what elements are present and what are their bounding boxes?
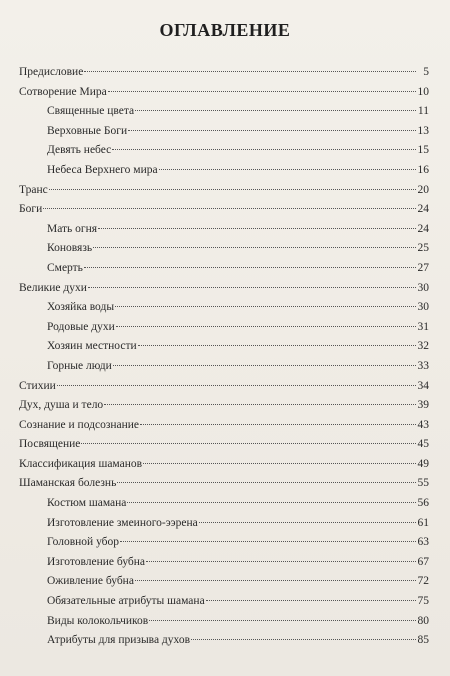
- dot-leader: [159, 169, 416, 170]
- dot-leader: [116, 326, 416, 327]
- toc-page-number: 5: [423, 66, 429, 78]
- toc-subentry: [19, 239, 429, 259]
- toc-entry-label: Сотворение Мира: [19, 85, 107, 98]
- toc-page-number: 11: [417, 105, 429, 118]
- toc-subentry: [19, 161, 429, 181]
- toc-subentry: [19, 298, 429, 318]
- dot-leader: [149, 620, 416, 621]
- toc-subentry: [19, 533, 429, 553]
- toc-page-number: 34: [417, 379, 429, 392]
- toc-page-number: 10: [417, 85, 429, 98]
- toc-page-number: 61: [417, 516, 429, 529]
- toc-subentry: [19, 141, 429, 161]
- toc-entry-label: Коновязь: [47, 242, 93, 255]
- toc-entry-label: Сознание и подсознание: [19, 418, 140, 431]
- dot-leader: [49, 189, 416, 190]
- toc-entry-label: Виды колокольчиков: [47, 614, 149, 627]
- toc-page-number: 30: [417, 301, 429, 314]
- toc-subentry: [19, 102, 429, 122]
- dot-leader: [138, 345, 416, 346]
- dot-leader: [115, 306, 416, 307]
- toc-page-number: 27: [417, 261, 429, 274]
- toc-page-number: 32: [417, 340, 429, 353]
- dot-leader: [135, 580, 416, 581]
- dot-leader: [117, 482, 416, 483]
- toc-subentry: [19, 220, 429, 240]
- dot-leader: [199, 522, 416, 523]
- toc-entry-label: Костюм шамана: [47, 497, 127, 510]
- toc-subentry: [19, 259, 429, 279]
- toc-entry: [19, 416, 429, 436]
- dot-leader: [84, 71, 416, 72]
- dot-leader: [57, 385, 416, 386]
- toc-entry-label: Головной убор: [47, 536, 120, 549]
- toc-subentry: [19, 122, 429, 142]
- toc-entry-label: Классификация шаманов: [19, 457, 143, 470]
- dot-leader: [128, 130, 416, 131]
- toc-entry: [19, 181, 429, 201]
- dot-leader: [108, 91, 416, 92]
- toc-entry-label: Атрибуты для призыва духов: [47, 634, 191, 647]
- dot-leader: [191, 639, 416, 640]
- toc-page-number: 55: [417, 477, 429, 490]
- toc-entry: [19, 279, 429, 299]
- toc-page-number: 24: [417, 203, 429, 216]
- toc-entry-label: Смерть: [47, 261, 83, 274]
- toc-page-number: 45: [417, 438, 429, 451]
- toc-entry: [19, 455, 429, 475]
- toc-page-number: 15: [417, 144, 429, 157]
- toc-subentry: [19, 514, 429, 534]
- page-title: ОГЛАВЛЕНИЕ: [159, 20, 291, 40]
- toc-page-number: 30: [417, 281, 429, 294]
- toc-entry: [19, 83, 429, 103]
- dot-leader: [84, 267, 416, 268]
- dot-leader: [98, 228, 416, 229]
- toc-subentry: [19, 337, 429, 357]
- toc-page-number: 39: [417, 399, 429, 412]
- dot-leader: [146, 561, 416, 562]
- toc-entry-label: Изготовление бубна: [47, 555, 146, 568]
- toc-page-number: 43: [417, 418, 429, 431]
- toc-entry-label: Священные цвета: [47, 105, 135, 118]
- dot-leader: [43, 208, 416, 209]
- toc-page-number: 25: [417, 242, 429, 255]
- toc-entry-label: Хозяин местности: [47, 340, 137, 353]
- toc-entry: [19, 474, 429, 494]
- toc-page-number: 20: [417, 183, 429, 196]
- dot-leader: [104, 404, 416, 405]
- toc-entry-label: Горные люди: [47, 359, 112, 372]
- toc-subentry: [19, 494, 429, 514]
- toc-entry-label: Мать огня: [47, 222, 98, 235]
- dot-leader: [112, 149, 416, 150]
- toc-subentry: [19, 357, 429, 377]
- dot-leader: [120, 541, 416, 542]
- toc-entry-label: Девять небес: [47, 144, 112, 157]
- toc-subentry: [19, 553, 429, 573]
- dot-leader: [127, 502, 416, 503]
- dot-leader: [93, 247, 416, 248]
- table-of-contents: [19, 63, 429, 651]
- dot-leader: [81, 443, 416, 444]
- toc-page-number: 56: [417, 497, 429, 510]
- toc-entry-label: Шаманская болезнь: [19, 477, 117, 490]
- toc-page-number: 24: [417, 222, 429, 235]
- toc-page-number: 31: [417, 320, 429, 333]
- toc-entry: [19, 200, 429, 220]
- toc-subentry: [19, 572, 429, 592]
- toc-entry-label: Обязательные атрибуты шамана: [47, 595, 205, 608]
- toc-page-number: 49: [417, 457, 429, 470]
- toc-entry: [19, 377, 429, 397]
- toc-page-number: 63: [417, 536, 429, 549]
- toc-page-number: 80: [417, 614, 429, 627]
- toc-entry-label: Родовые духи: [47, 320, 115, 333]
- toc-entry: [19, 63, 429, 83]
- dot-leader: [206, 600, 416, 601]
- toc-entry-label: Хозяйка воды: [47, 301, 115, 314]
- toc-page-number: 33: [417, 359, 429, 372]
- toc-page-number: 75: [417, 595, 429, 608]
- toc-page-number: 72: [417, 575, 429, 588]
- dot-leader: [113, 365, 416, 366]
- dot-leader: [88, 287, 416, 288]
- toc-entry: [19, 396, 429, 416]
- toc-subentry: [19, 612, 429, 632]
- toc-page-number: 85: [417, 634, 429, 647]
- toc-entry-label: Оживление бубна: [47, 575, 134, 588]
- toc-subentry: [19, 631, 429, 651]
- toc-entry-label: Транс: [19, 183, 48, 196]
- toc-entry-label: Стихии: [19, 379, 56, 392]
- dot-leader: [135, 110, 416, 111]
- toc-page-number: 13: [417, 124, 429, 137]
- toc-subentry: [19, 318, 429, 338]
- toc-entry-label: Великие духи: [19, 281, 87, 294]
- toc-entry-label: Дух, душа и тело: [19, 399, 104, 412]
- toc-entry-label: Изготовление змеиного-ээрена: [47, 516, 198, 529]
- toc-entry-label: Боги: [19, 203, 43, 216]
- toc-entry-label: Небеса Верхнего мира: [47, 163, 158, 176]
- toc-entry-label: Верховные Боги: [47, 124, 128, 137]
- dot-leader: [140, 424, 416, 425]
- dot-leader: [143, 463, 416, 464]
- toc-entry-label: Посвящение: [19, 438, 81, 451]
- toc-entry-label: Предисловие: [19, 66, 84, 78]
- toc-entry: [19, 435, 429, 455]
- toc-subentry: [19, 592, 429, 612]
- toc-page-number: 67: [417, 555, 429, 568]
- toc-page-number: 16: [417, 163, 429, 176]
